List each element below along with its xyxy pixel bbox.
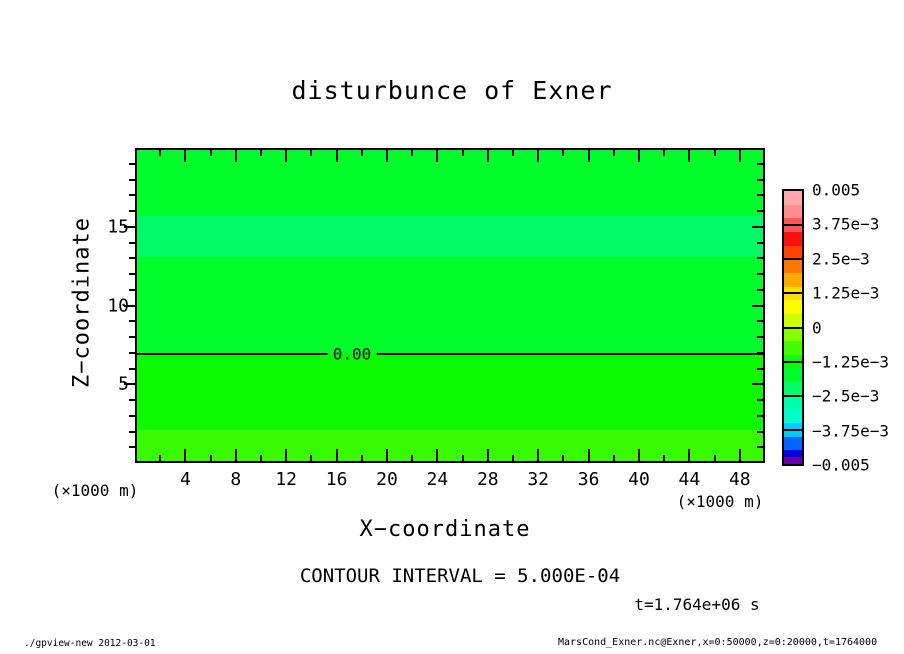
colorbar-stripe [784, 232, 802, 246]
z-axis-label: Z−coordinate [69, 217, 95, 388]
colorbar-label: 3.75e−3 [812, 214, 880, 234]
z-tick [757, 368, 763, 370]
colorbar-divider [784, 224, 802, 226]
colorbar-stripe [784, 437, 802, 451]
x-tick-label: 28 [476, 469, 499, 490]
z-tick [752, 305, 763, 307]
colorbar-stripe [784, 368, 802, 382]
footer-datasource: MarsCond_Exner.nc@Exner,x=0:50000,z=0:20000,t=1764000 [558, 637, 878, 648]
x-tick [588, 150, 590, 162]
colorbar-label: 1.25e−3 [812, 283, 880, 303]
x-tick [462, 455, 464, 461]
x-tick [613, 455, 615, 461]
x-tick [310, 455, 312, 461]
colorbar-divider [784, 429, 802, 431]
z-tick [757, 194, 763, 196]
colorbar-stripe [784, 409, 802, 423]
z-tick [129, 368, 135, 370]
colorbar-label: −2.5e−3 [812, 386, 880, 406]
x-tick [714, 455, 716, 461]
x-tick [512, 150, 514, 156]
z-tick [129, 336, 135, 338]
colorbar-label: −1.25e−3 [812, 352, 890, 372]
colorbar-stripe [784, 328, 802, 342]
x-tick-label: 32 [527, 469, 550, 490]
x-tick-label: 40 [628, 469, 650, 490]
z-tick [757, 320, 763, 322]
x-tick [714, 150, 716, 156]
x-tick [336, 150, 338, 162]
x-tick [235, 150, 237, 162]
x-tick [638, 449, 640, 461]
colorbar-label: 0.005 [812, 180, 861, 200]
x-tick [235, 449, 237, 461]
z-tick [757, 179, 763, 181]
x-tick [487, 150, 489, 162]
x-tick [562, 455, 564, 461]
x-tick [260, 455, 262, 461]
z-tick [752, 383, 763, 385]
x-tick-label: 4 [179, 469, 191, 490]
fill-band [137, 257, 763, 355]
x-tick-label: 8 [230, 469, 242, 490]
z-tick [757, 415, 763, 417]
z-tick [129, 163, 135, 165]
z-tick [757, 163, 763, 165]
z-tick [129, 273, 135, 275]
z-tick-label: 5 [118, 373, 129, 395]
x-tick-label: 44 [678, 469, 701, 490]
z-tick [129, 320, 135, 322]
zero-contour-line [137, 353, 763, 355]
z-tick [757, 257, 763, 259]
x-tick [487, 449, 489, 461]
colorbar-stripe [784, 273, 802, 287]
x-tick [537, 449, 539, 461]
x-tick [159, 150, 161, 156]
z-tick [757, 273, 763, 275]
z-tick [129, 399, 135, 401]
x-tick [184, 150, 186, 162]
colorbar-label: −0.005 [812, 455, 870, 475]
z-tick [129, 179, 135, 181]
x-tick [638, 150, 640, 162]
colorbar-stripe [784, 396, 802, 410]
x-tick-label: 16 [325, 469, 348, 490]
z-tick [752, 226, 763, 228]
x-tick-label: 20 [376, 469, 398, 490]
x-tick [512, 455, 514, 461]
z-tick [757, 210, 763, 212]
x-tick [386, 150, 388, 162]
x-tick-label: 24 [426, 469, 449, 490]
z-axis-unit: (×1000 m) [51, 481, 139, 500]
x-tick [361, 150, 363, 156]
colorbar-divider [784, 395, 802, 397]
z-tick-label: 10 [107, 295, 129, 316]
x-tick-label: 48 [728, 469, 751, 490]
x-tick [588, 449, 590, 461]
colorbar-stripe [784, 450, 802, 464]
x-tick [462, 150, 464, 156]
z-tick [129, 194, 135, 196]
x-tick [688, 150, 690, 162]
x-tick [285, 449, 287, 461]
x-tick [562, 150, 564, 156]
x-tick [361, 455, 363, 461]
z-tick [757, 431, 763, 433]
fill-band [137, 148, 763, 217]
x-tick [386, 449, 388, 461]
x-tick [210, 455, 212, 461]
colorbar-stripe [784, 191, 802, 205]
x-tick [411, 455, 413, 461]
colorbar-divider [784, 361, 802, 363]
colorbar-stripe [784, 205, 802, 219]
fill-band [137, 430, 763, 463]
x-tick [688, 449, 690, 461]
x-tick [159, 455, 161, 461]
x-tick [184, 449, 186, 461]
colorbar-divider [784, 327, 802, 329]
x-tick [739, 150, 741, 162]
z-tick [757, 289, 763, 291]
x-axis-unit: (×1000 m) [676, 492, 764, 511]
zero-contour-label: 0.00 [328, 345, 377, 364]
z-tick [129, 431, 135, 433]
fill-bands-layer [137, 150, 763, 461]
colorbar-divider [784, 292, 802, 294]
colorbar-label: 2.5e−3 [812, 249, 870, 269]
fill-band [137, 216, 763, 258]
z-tick [757, 336, 763, 338]
z-tick [129, 352, 135, 354]
colorbar-label: 0 [812, 318, 822, 337]
x-tick [537, 150, 539, 162]
fill-band [137, 354, 763, 431]
z-tick [129, 446, 135, 448]
time-stamp: t=1.764e+06 s [634, 595, 760, 614]
z-tick [757, 242, 763, 244]
x-axis-label: X−coordinate [359, 517, 531, 542]
x-tick [336, 449, 338, 461]
x-tick-label: 12 [275, 469, 298, 490]
plot-area [135, 148, 765, 463]
chart-title: disturbunce of Exner [291, 76, 613, 105]
x-tick [411, 150, 413, 156]
colorbar [782, 189, 804, 466]
contour-interval-text: CONTOUR INTERVAL = 5.000E-04 [299, 565, 621, 587]
colorbar-divider [784, 258, 802, 260]
x-tick [210, 150, 212, 156]
z-tick [757, 446, 763, 448]
z-tick [129, 257, 135, 259]
x-tick [739, 449, 741, 461]
colorbar-stripe [784, 341, 802, 355]
x-tick [260, 150, 262, 156]
colorbar-stripe [784, 300, 802, 314]
z-tick [129, 210, 135, 212]
z-tick [129, 242, 135, 244]
z-tick [129, 289, 135, 291]
x-tick [285, 150, 287, 162]
z-tick [757, 399, 763, 401]
z-tick [129, 415, 135, 417]
x-tick [310, 150, 312, 156]
x-tick [663, 150, 665, 156]
x-tick [613, 150, 615, 156]
z-tick [757, 352, 763, 354]
x-tick [436, 150, 438, 162]
colorbar-label: −3.75e−3 [812, 421, 890, 441]
z-tick-label: 15 [107, 216, 129, 238]
footer-command: ./gpview-new 2012-03-01 [24, 638, 156, 649]
x-tick [436, 449, 438, 461]
x-tick-label: 36 [577, 469, 600, 490]
x-tick [663, 455, 665, 461]
colorbar-stripe [784, 259, 802, 273]
